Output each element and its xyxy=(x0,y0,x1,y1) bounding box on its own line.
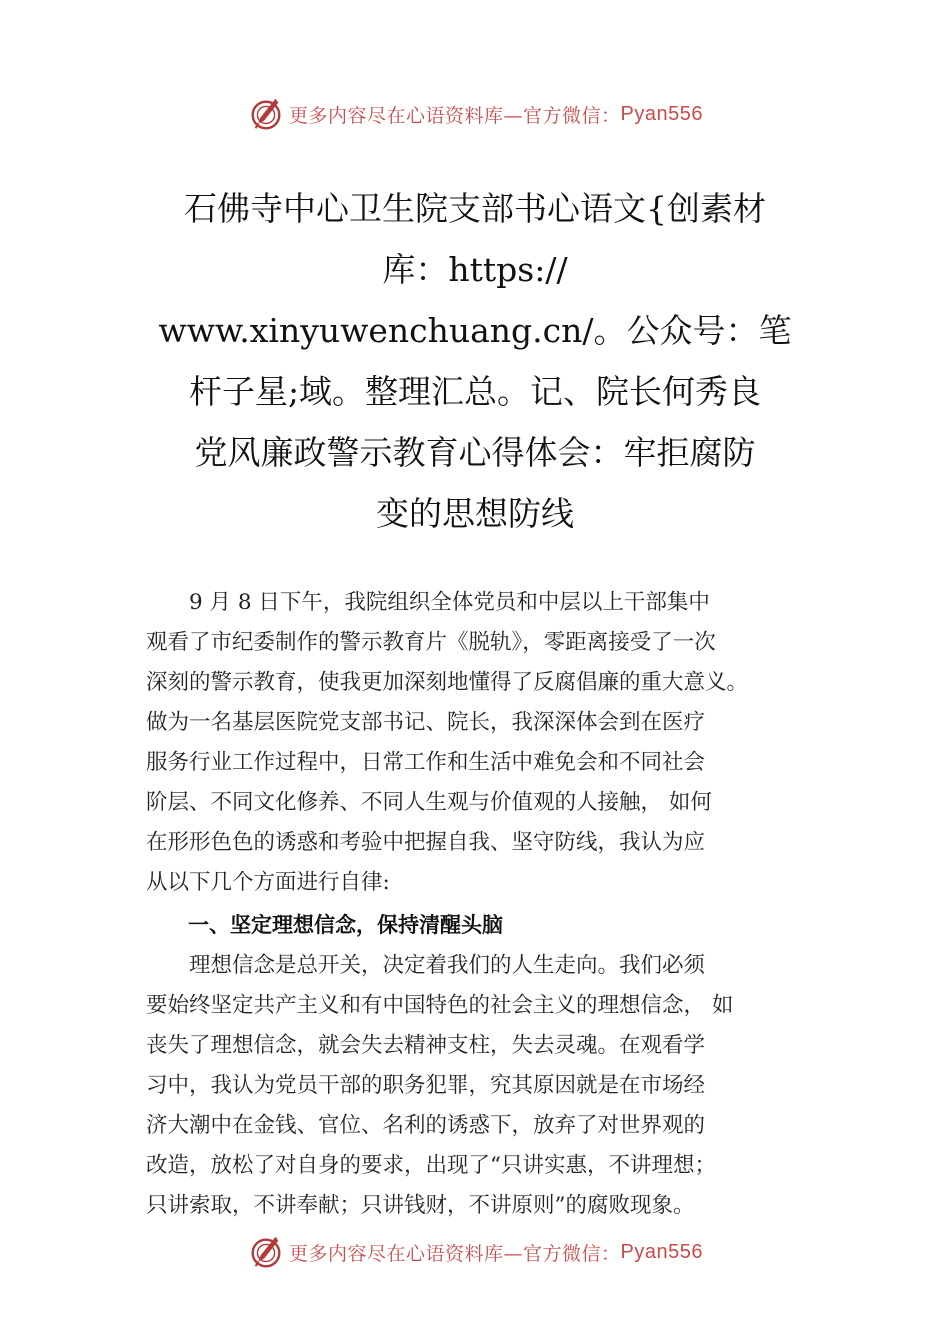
title-line: 党风廉政警示教育心得体会：牢拒腐防 xyxy=(194,433,756,472)
title-line: 变的思想防线 xyxy=(376,494,574,533)
text-line: 从以下几个方面进行自律: xyxy=(146,870,390,895)
section-heading xyxy=(146,905,816,945)
title-line: 杆子星;域。整理汇总。记、院长何秀良 xyxy=(188,372,762,411)
text-line: 深刻的警示教育，使我更加深刻地懂得了反腐倡廉的重大意义。 xyxy=(146,670,749,695)
text-line: 观看了市纪委制作的警示教育片《脱轨》，零距离接受了一次 xyxy=(146,630,716,655)
text-line: 理想信念是总开关，决定着我们的人生走向。我们必须 xyxy=(146,953,706,978)
text-line: 习中，我认为党员干部的职务犯罪，究其原因就是在市场经 xyxy=(146,1073,706,1098)
footer-wechat-id: Pyan556 xyxy=(620,1240,703,1263)
title-line: www.xinyuwenchuang.cn/。公众号：笔 xyxy=(158,311,792,350)
paragraph-ideals xyxy=(146,946,816,1226)
text-line: 丧失了理想信念，就会失去精神支柱，失去灵魂。在观看学 xyxy=(146,1033,706,1058)
text-line: 改造，放松了对自身的要求，出现了“只讲实惠，不讲理想； xyxy=(146,1153,716,1178)
header-wechat-id: Pyan556 xyxy=(620,102,703,125)
text-line: 阶层、不同文化修养、不同人生观与价值观的人接触， 如何 xyxy=(146,790,712,815)
footer-banner-text: 更多内容尽在心语资料库—官方微信： xyxy=(289,1242,621,1265)
text-line: 做为一名基层医院党支部书记、院长，我深深体会到在医疗 xyxy=(146,710,706,735)
title-line: 石佛寺中心卫生院支部书心语文{创素材 xyxy=(184,189,766,228)
header-banner xyxy=(0,94,950,134)
quill-logo-icon xyxy=(247,1233,285,1271)
text-line: 服务行业工作过程中，日常工作和生活中难免会和不同社会 xyxy=(146,750,706,775)
heading-text: 一、坚定理想信念，保持清醒头脑 xyxy=(146,913,503,937)
text-line: 要始终坚定共产主义和有中国特色的社会主义的理想信念， 如 xyxy=(146,993,734,1018)
text-line: 在形形色色的诱惑和考验中把握自我、坚守防线，我认为应 xyxy=(146,830,706,855)
paragraph-intro xyxy=(146,583,816,903)
footer-banner xyxy=(0,1232,950,1272)
text-line: 只讲索取，不讲奉献；只讲钱财，不讲原则”的腐败现象。 xyxy=(146,1193,695,1218)
quill-logo-icon xyxy=(247,95,285,133)
header-banner-text: 更多内容尽在心语资料库—官方微信： xyxy=(289,104,621,127)
document-title xyxy=(150,178,800,544)
text-line: 9 月 8 日下午，我院组织全体党员和中层以上干部集中 xyxy=(146,590,710,615)
title-line: 库：https:// xyxy=(382,250,568,289)
text-line: 济大潮中在金钱、官位、名利的诱惑下，放弃了对世界观的 xyxy=(146,1113,706,1138)
